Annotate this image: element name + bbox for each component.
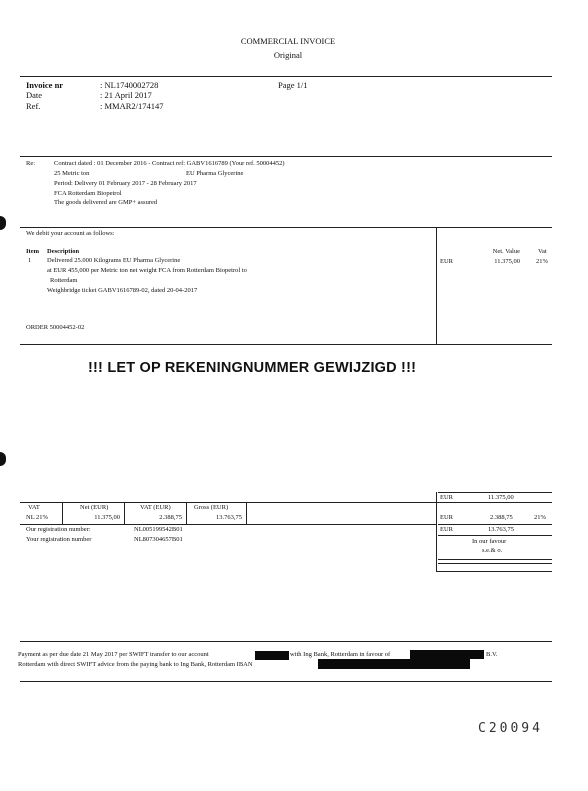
vat-column-header: VAT [28,504,40,511]
ref-value: : MMAR2/174147 [100,101,164,111]
page-indicator: Page 1/1 [278,80,308,90]
date-value: : 21 April 2017 [100,90,152,100]
item-line-4: Weighbridge ticket GABV1616789-02, dated 20-04-2017 [47,287,198,294]
gross-under-rule [438,535,552,536]
net-column-header: Net (EUR) [80,504,109,511]
vat-header: Vat [538,248,547,255]
terms-line: FCA Rotterdam Biopetrol [54,190,122,197]
net-value-header: Net. Value [492,248,520,255]
redaction-bar [318,659,470,669]
totals-bottom-rule [436,571,552,572]
item-number: 1 [28,257,32,264]
item-line-1: Delivered 25.000 Kilograms EU Pharma Glycerine [47,257,181,264]
totals-divider [436,492,437,572]
payment-top-rule [20,641,552,642]
ref-label: Ref. [26,101,41,111]
document-subtitle: Original [273,50,303,60]
favour-line-2: s.e.& o. [482,547,503,554]
document-stamp-number: C20094 [478,721,543,736]
vat-rate-value: NL 21% [26,514,48,521]
debit-divider [436,228,437,344]
period-line: Period: Delivery 01 February 2017 - 28 February 2017 [54,180,197,187]
totals-bottom-rule [438,559,552,560]
gross-column-header: Gross (EUR) [194,504,229,511]
debit-intro: We debit your account as follows: [26,230,115,237]
our-registration-label: Our registration number: [26,526,91,533]
net-value: 11.375,00 [94,514,120,521]
gross-rule [438,524,552,525]
totals-top-rule [438,492,552,493]
total-net-amount: 11.375,00 [488,494,514,501]
total-vat-currency: EUR [440,514,453,521]
header-rule [20,76,552,77]
grid-line [20,524,436,525]
favour-line-1: In our favour [472,538,507,545]
invoice-number-label: Invoice nr [26,80,64,90]
meta-rule [20,156,552,157]
payment-line-2: Rotterdam with direct SWIFT advice from the paying bank to Ing Bank, Rotterdam IBAN [18,661,253,668]
grid-line [62,502,63,524]
order-number: ORDER 50004452-02 [26,324,85,331]
your-registration-number: NL807304657B01 [134,536,183,543]
total-vat-amount: 2.388,75 [490,514,513,521]
payment-line-1b: with Ing Bank, Rotterdam in favour of [290,651,391,658]
redaction-bar [255,651,289,660]
quantity-line: 25 Metric ton [54,170,90,177]
description-header: Description [47,248,80,255]
debit-rule [20,344,552,345]
vat-amount-value: 2.388,75 [159,514,182,521]
totals-bottom-rule [438,563,552,564]
invoice-number-value: : NL1740002728 [100,80,159,90]
item-line-2: at EUR 455,000 per Metric ton net weight FCA from Rotterdam Biopetrol to [47,267,247,274]
re-rule [20,227,552,228]
summary-top-rule [20,502,552,503]
payment-bottom-rule [20,681,552,682]
grid-line [246,502,247,524]
total-net-currency: EUR [440,494,453,501]
redaction-bar [410,650,484,659]
account-change-notice: !!! LET OP REKENINGNUMMER GEWIJZIGD !!! [88,360,417,376]
re-label: Re: [26,160,36,167]
date-label: Date [26,90,43,100]
item-amount: 11.375,00 [494,258,520,265]
punch-hole [0,216,6,230]
document-title: COMMERCIAL INVOICE [240,36,336,46]
item-header: Item [26,248,39,255]
total-gross-currency: EUR [440,526,453,533]
payment-line-1c: B.V. [486,651,498,658]
punch-hole [0,452,6,466]
gross-value: 13.763,75 [216,514,242,521]
our-registration-number: NL005199542B01 [134,526,183,533]
item-currency: EUR [440,258,453,265]
item-vat-pct: 21% [536,258,548,265]
gmp-line: The goods delivered are GMP+ assured [54,199,158,206]
payment-line-1a: Payment as per due date 21 May 2017 per SWIFT transfer to our account [18,651,209,658]
vat-amount-column-header: VAT (EUR) [140,504,171,511]
total-vat-percent: 21% [534,514,546,521]
total-gross-amount: 13.763,75 [488,526,514,533]
contract-line: Contract dated : 01 December 2016 - Contract ref: GABV1616789 (Your ref. 50004452) [54,160,285,167]
your-registration-label: Your registration number [26,536,92,543]
item-line-3: Rotterdam [50,277,78,284]
grid-line [124,502,125,524]
product-line: EU Pharma Glycerine [186,170,244,177]
